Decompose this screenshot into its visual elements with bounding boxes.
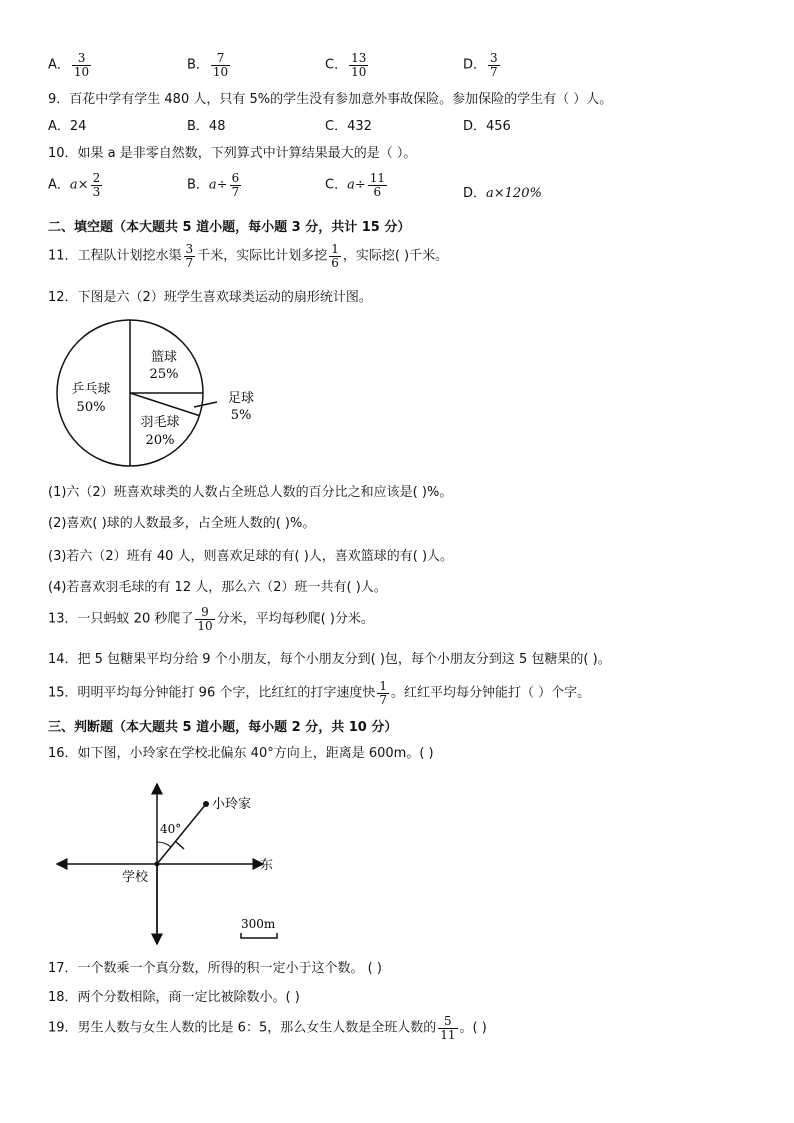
numerator: 13 [351,51,367,65]
fraction [438,1015,457,1041]
school-label: 学校 [122,870,149,885]
q8-option-c [325,52,370,78]
numerator: 9 [195,606,214,620]
q18-text: 18．两个分数相除，商一定比被除数小。( ) [48,990,300,1005]
option-label: D． [463,57,487,73]
q9-option-c: C．432 [325,119,372,134]
denominator: 10 [212,64,229,79]
denominator: 10 [73,64,90,79]
fraction [91,172,103,198]
fraction [349,52,368,78]
q19 [48,1015,487,1041]
fraction [184,243,196,269]
fraction [329,243,341,269]
q9-text: 9．百花中学有学生 480 人，只有 5%的学生没有参加意外事故保险。参加保险的学生有（ ）人。 [48,92,613,107]
pie-value-pingpong: 50% [76,400,106,415]
q13 [48,606,374,632]
q12-text: 12．下图是六（2）班学生喜欢球类运动的扇形统计图。 [48,290,372,305]
denominator: 7 [379,692,387,707]
q11-pre: 11．工程队计划挖水渠 [48,248,182,264]
pie-label-football: 足球 [227,391,255,406]
q15 [48,680,590,706]
angle-label: 40° [160,822,182,836]
q15-pre: 15．明明平均每分钟能打 96 个字，比红红的打字速度快 [48,685,376,701]
denominator: 7 [490,64,498,79]
q10-text: 10．如果 a 是非零自然数，下列算式中计算结果最大的是（ ）。 [48,146,417,161]
q10-option-d [463,182,542,201]
pie-label-pingpong: 乒乓球 [71,382,111,397]
option-label: A． [48,177,70,193]
q17-text: 17．一个数乘一个真分数，所得的积一定小于这个数。 ( ) [48,961,382,976]
numerator: 3 [72,52,91,66]
q19-pre: 19．男生人数与女生人数的比是 6：5，那么女生人数是全班人数的 [48,1020,437,1036]
scale-tick [175,841,184,849]
q13-pre: 13．一只蚂蚁 20 秒爬了 [48,611,194,627]
pie-label-basketball: 篮球 [150,350,178,365]
expression: a÷ [347,177,366,193]
pie-value-basketball: 25% [149,367,179,382]
denominator: 7 [231,184,240,199]
direction-diagram [50,778,280,950]
option-label: C． [325,177,348,193]
q16-text: 16．如下图，小玲家在学校北偏东 40°方向上，距离是 600m。( ) [48,746,434,761]
q9-option-b: B．48 [187,119,226,134]
option-label: B． [187,57,209,73]
angle-arc [157,842,171,847]
numerator: 5 [438,1015,457,1029]
fraction [488,52,500,78]
scale-bar [241,933,277,938]
q19-post: 。( ) [459,1020,487,1036]
denominator: 10 [197,618,213,633]
denominator: 11 [440,1027,456,1042]
q12-sub3: (3)若六（2）班有 40 人，则喜欢足球的有( )人，喜欢篮球的有( )人。 [48,549,454,564]
pie-label-badminton: 羽毛球 [140,415,180,430]
home-point [203,801,209,807]
expression: a× [69,177,89,193]
section3-title: 三、判断题（本大题共 5 道小题，每小题 2 分，共 10 分） [48,720,398,735]
q12-sub1: (1)六（2）班喜欢球类的人数占全班总人数的百分比之和应该是( )%。 [48,485,453,500]
option-label: D． [463,186,487,201]
numerator: 11 [369,171,386,185]
q10-option-c [325,172,389,198]
q11 [48,243,448,269]
numerator: 7 [211,52,230,66]
fraction [195,606,214,632]
q9-option-a: A．24 [48,119,87,134]
east-label: 东 [260,858,274,873]
option-label: B． [187,177,209,193]
q11-post: ，实际挖( )千米。 [342,248,449,264]
q8-option-a [48,52,93,78]
scale-label: 300m [241,917,276,931]
fraction [230,172,242,198]
fraction [72,52,91,78]
denominator: 7 [185,255,194,270]
option-label: C． [325,57,348,73]
option-label: A． [48,57,70,73]
fraction [368,172,387,198]
denominator: 10 [351,64,367,79]
fraction [211,52,230,78]
q8-option-b [187,52,232,78]
pie-value-badminton: 20% [145,433,175,448]
numerator: 1 [331,242,339,256]
denominator: 6 [331,255,339,270]
numerator: 1 [379,679,387,693]
pie-divider-football-badminton [130,393,199,416]
home-label: 小玲家 [212,797,252,812]
school-point [155,862,160,867]
q10-option-b [187,172,243,198]
numerator: 3 [490,51,498,65]
section2-title: 二、填空题（本大题共 5 道小题，每小题 3 分，共计 15 分） [48,220,411,235]
q11-mid: 千米，实际比计划多挖 [197,248,328,264]
numerator: 3 [185,242,194,256]
denominator: 3 [92,184,101,199]
q14-text: 14．把 5 包糖果平均分给 9 个小朋友，每个小朋友分到( )包，每个小朋友分到这 5 包糖果的( )。 [48,652,611,667]
expression: a×120% [486,186,542,201]
q8-option-d [463,52,502,78]
q12-sub4: (4)若喜欢羽毛球的有 12 人，那么六（2）班一共有( )人。 [48,580,387,595]
numerator: 6 [231,171,240,185]
q9-option-d: D．456 [463,119,511,134]
q15-post: 。红红平均每分钟能打（ ）个字。 [391,685,591,701]
q13-post: 分米，平均每秒爬( )分米。 [216,611,374,627]
numerator: 2 [92,171,101,185]
q12-sub2: (2)喜欢( )球的人数最多，占全班人数的( )%。 [48,516,316,531]
fraction [377,680,389,706]
pie-chart [55,318,265,470]
q10-option-a [48,172,104,198]
expression: a÷ [208,177,228,193]
denominator: 6 [373,184,382,199]
pie-value-football: 5% [230,408,252,423]
football-leader-line [194,402,217,407]
